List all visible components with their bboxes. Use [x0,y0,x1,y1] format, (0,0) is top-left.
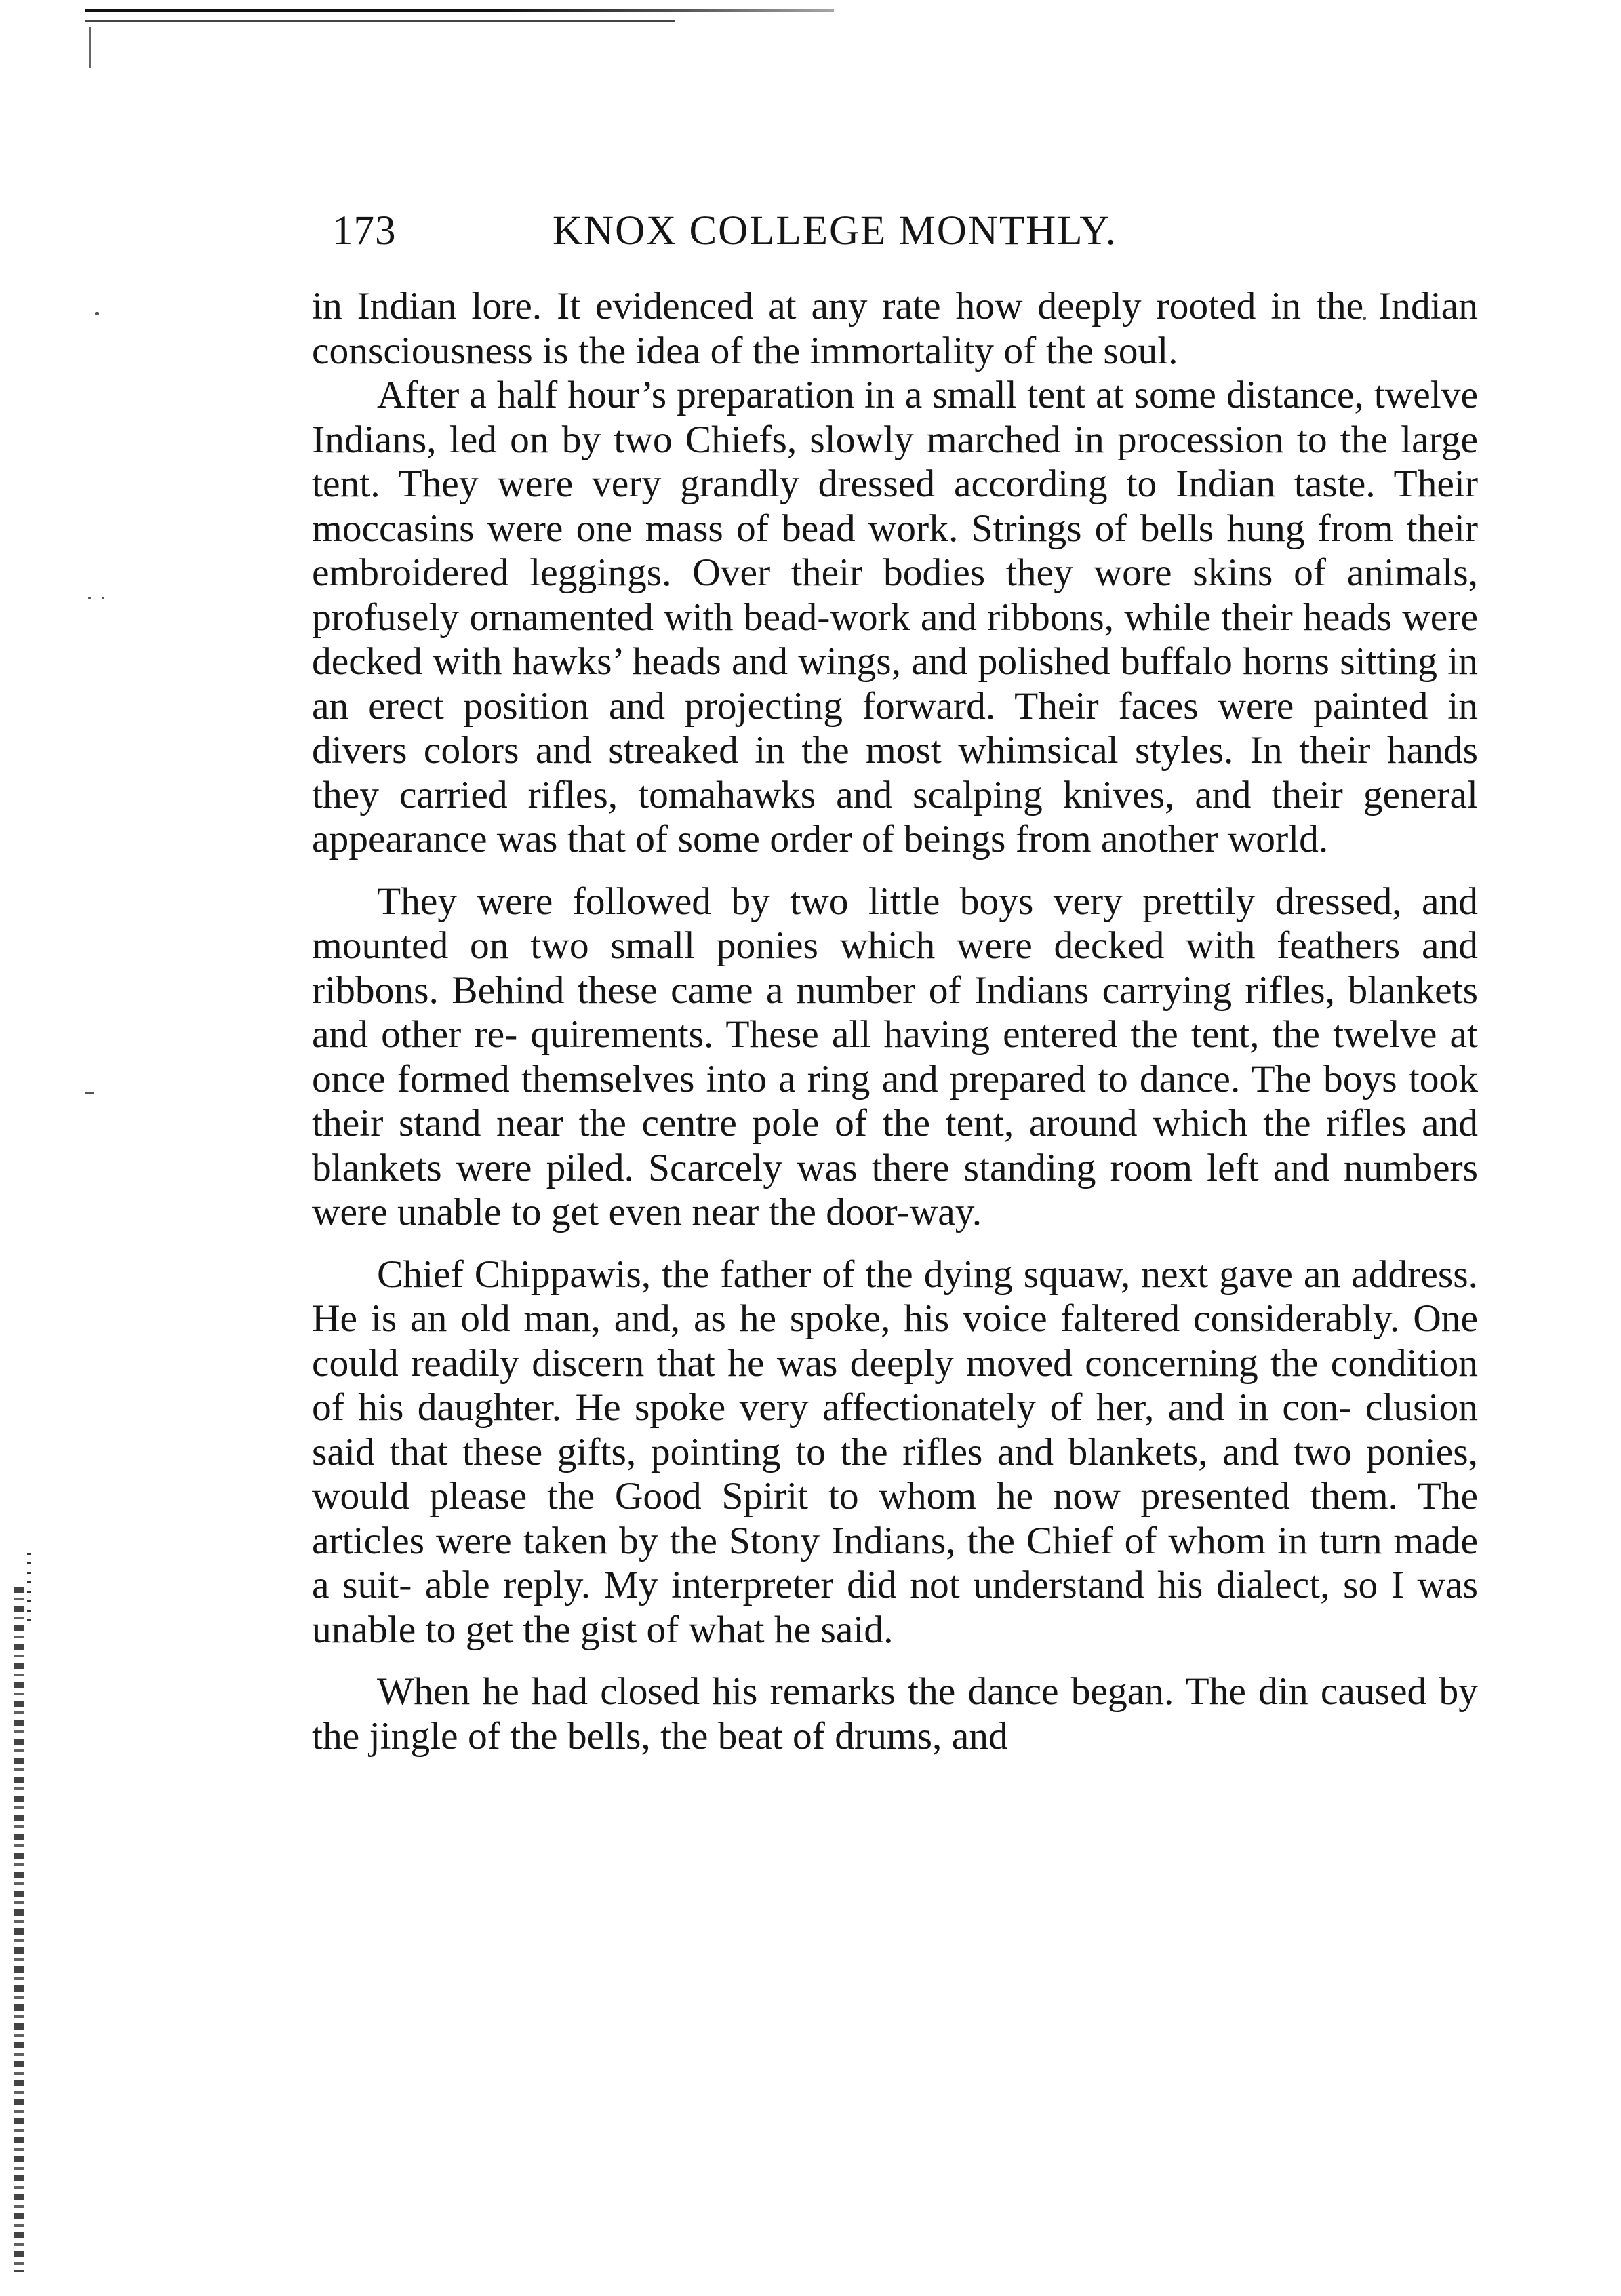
journal-title: KNOX COLLEGE MONTHLY. [553,208,1117,254]
page-number: 173 [332,208,397,254]
binding-edge-dots [27,1553,31,1621]
book-page [312,200,1478,1758]
margin-speck [88,597,91,599]
paragraph-chief-address: Chief Chippawis, the father of the dying squaw, next gave an address. He is an old man, and, as he spoke, his voice faltered considerably. One could readily discern that he was deeply moved concerning the condition of his daughter. He spoke very affectionately of her, and in con- clusion said that these gifts, pointing to the rifles and blankets, and two ponies, would please the Good Spirit to whom he now presented them. The articles were taken by the Stony Indians, the Chief of whom in turn made a suit- able reply. My interpreter did not understand his dialect, so I was unable to get the gist of what he said. [312,1252,1478,1651]
margin-speck [95,312,99,315]
paragraph-boys-and-ponies: They were followed by two little boys very prettily dressed, and mounted on two small ponies which were decked with feathers and ribbons. Behind these came a number of Indians carrying rifles, blankets and other re- quirements. These all having entered the tent, the twelve at once formed themselves into a ring and prepared to dance. The boys took their stand near the centre pole of the tent, around which the rifles and blankets were piled. Scarcely was there standing room left and numbers were unable to get even near the door-way. [312,879,1478,1233]
top-edge-thin-rule [85,20,675,22]
paragraph-continuation: in Indian lore. It evidenced at any rate how deeply rooted in the Indian consciousness is the idea of the immortality of the soul. [312,285,1478,372]
article-body [312,284,1478,1758]
paragraph-dance-begins: When he had closed his remarks the dance began. The din caused by the jingle of the bells, the beat of drums, and [312,1670,1478,1758]
running-head [312,200,1478,262]
top-edge-tick-mark [89,27,91,68]
paragraph-procession: After a half hour’s preparation in a small tent at some distance, twelve Indians, led on by two Chiefs, slowly marched in procession to the large tent. They were very grandly dressed according to Indian taste. Their moccasins were one mass of bead work. Strings of bells hung from their embroidered leggings. Over their bodies they wore skins of animals, profusely ornamented with bead-work and ribbons, while their heads were decked with hawks’ heads and wings, and polished buffalo horns sitting in an erect position and projecting forward. Their faces were painted in divers colors and streaked in the most whimsical styles. In their hands they carried rifles, tomahawks and scalping knives, and their general appearance was that of some order of beings from another world. [312,374,1478,860]
margin-speck [85,1092,94,1094]
margin-speck [102,597,104,599]
top-edge-rule [85,9,834,12]
binding-edge-marks [14,1587,24,2272]
